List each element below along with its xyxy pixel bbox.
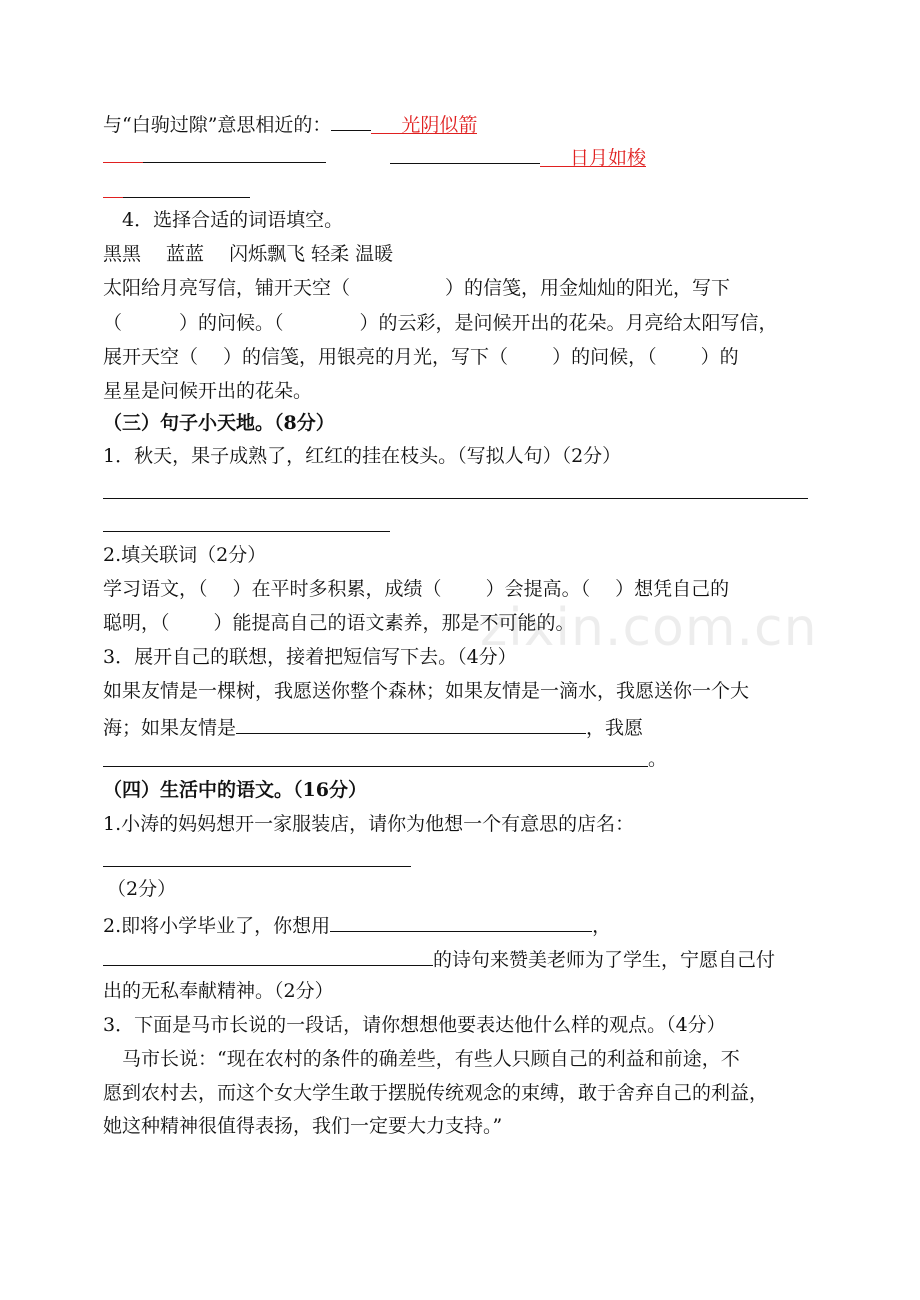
q4-title: 4．选择合适的词语填空。 (122, 209, 344, 231)
s3-q3-line-2-suffix: ，我愿 (586, 717, 644, 739)
s3-q3-blank-1[interactable] (236, 713, 586, 734)
s4-q2-blank-1[interactable] (330, 911, 592, 932)
s3-q3-blank-2[interactable] (103, 766, 648, 767)
s4-q2-comma: ， (592, 915, 612, 937)
s4-q3-title: 3．下面是马市长说的一段话，请你想想他要表达他什么样的观点。（4分） (103, 1014, 726, 1036)
s4-q2-line-2-suffix: 的诗句来赞美老师为了学生，宁愿自己付 (433, 949, 776, 971)
s4-q2-line-3: 出的无私奉献精神。（2分） (103, 980, 334, 1002)
answer-blank-4-line[interactable] (123, 197, 250, 198)
s3-q1-answer-line-2[interactable] (103, 531, 390, 532)
s4-q3-quote-line-2: 愿到农村去，而这个女大学生敢于摆脱传统观念的束缚，敢于舍弃自己的利益， (103, 1082, 769, 1104)
s3-q2-title: 2.填关联词（2分） (103, 544, 267, 566)
word-bank: 黑黑 蓝蓝 闪烁飘飞 轻柔 温暖 (103, 243, 394, 265)
s3-q2-line-1: 学习语文，（ ）在平时多积累，成绩（ ）会提高。（ ）想凭自己的 (103, 578, 730, 600)
section-4-title: （四）生活中的语文。（16分） (103, 779, 367, 801)
answer-2-text: 日月如梭 (569, 147, 646, 169)
answer-blank-1-lead[interactable] (331, 110, 371, 131)
s4-q2-prefix: 2.即将小学毕业了，你想用 (103, 915, 331, 937)
passage-line-1: 太阳给月亮写信，铺开天空（ ）的信笺，用金灿灿的阳光，写下 (103, 277, 731, 299)
answer-blank-3-lead[interactable] (390, 143, 540, 164)
section-3-title: （三）句子小天地。（8分） (103, 412, 335, 434)
s3-q1-answer-line-1[interactable] (103, 498, 808, 499)
passage-line-2: （ ）的问候。（ ）的云彩，是问候开出的花朵。月亮给太阳写信， (103, 312, 778, 334)
s3-q3-line-1: 如果友情是一棵树，我愿送你整个森林；如果友情是一滴水，我愿送你一个大 (103, 680, 750, 702)
s4-q3-quote-line-3: 她这种精神很值得表扬，我们一定要大力支持。” (103, 1115, 503, 1137)
answer-blank-3[interactable] (540, 146, 646, 167)
s3-q3-title: 3．展开自己的联想，接着把短信写下去。（4分） (103, 646, 517, 668)
s3-q2-line-2: 聪明，（ ）能提高自己的语文素养，那是不可能的。 (103, 612, 575, 634)
idiom-question-prefix: 与“白驹过隙”意思相近的： (103, 114, 332, 136)
answer-1-text: 光阴似箭 (401, 114, 478, 136)
s3-q3-line-2-prefix: 海；如果友情是 (103, 717, 237, 739)
passage-line-3: 展开天空（ ）的信笺，用银亮的月光，写下（ ）的问候，（ ）的 (103, 346, 739, 368)
answer-blank-2-red-segment (103, 162, 143, 163)
answer-blank-4-red-segment (103, 197, 123, 198)
s3-q3-line-3-end: 。 (648, 748, 668, 770)
s4-q1-score: （2分） (107, 878, 177, 900)
s4-q1: 1.小涛的妈妈想开一家服装店，请你为他想一个有意思的店名： (103, 813, 635, 835)
s4-q2-blank-2[interactable] (103, 945, 433, 966)
s3-q3-line-2 (103, 713, 643, 740)
passage-line-4: 星星是问候开出的花朵。 (103, 380, 313, 402)
s4-q3-quote-line-1: 马市长说：“现在农村的条件的确差些，有些人只顾自己的利益和前途，不 (103, 1048, 740, 1070)
s4-q2-line-2 (103, 945, 775, 972)
answer-blank-1[interactable] (371, 113, 477, 134)
watermark-text: zixin.com.cn (480, 598, 818, 658)
s4-q1-answer-line[interactable] (103, 866, 411, 867)
s3-q1: 1．秋天，果子成熟了，红红的挂在枝头。（写拟人句）（2分） (103, 445, 622, 467)
answer-blank-2-line[interactable] (143, 162, 326, 163)
s4-q2-line-1 (103, 911, 611, 938)
idiom-question-line (103, 110, 477, 137)
answer-line-3 (390, 143, 646, 170)
